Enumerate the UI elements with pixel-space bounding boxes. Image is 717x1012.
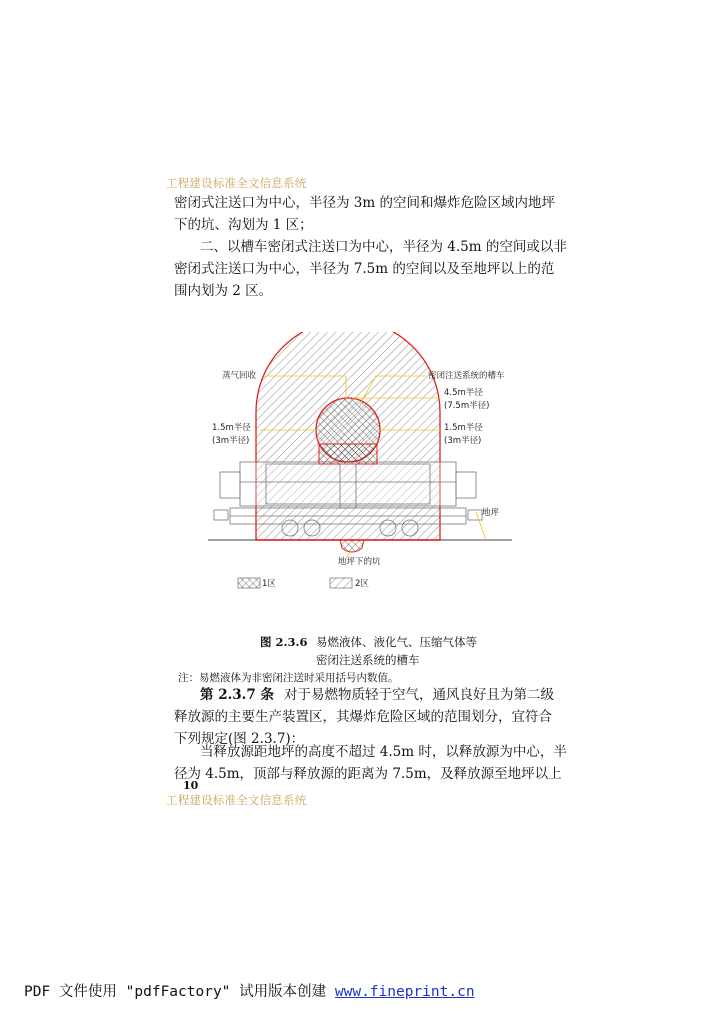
paragraph-2-line-1: 二、以槽车密闭式注送口为中心，半径为 4.5m 的空间或以非: [200, 239, 567, 255]
paragraph-2-line-3: 围内划为 2 区。: [174, 283, 273, 299]
label-radius-1-5-left: 1.5m半径: [212, 423, 251, 433]
article-line-3: 下列规定(图 2.3.7)：: [174, 731, 305, 747]
article-line-5: 径为 4.5m，顶部与释放源的距离为 7.5m，及释放源至地坪以上: [174, 766, 562, 782]
article-label: 第 2.3.7 条: [200, 687, 274, 703]
footer-link[interactable]: www.fineprint.cn: [334, 984, 475, 1000]
label-radius-7-5: (7.5m半径): [444, 401, 490, 411]
label-ground: 地坪: [482, 508, 500, 518]
watermark-bottom: 工程建设标准全文信息系统: [166, 793, 307, 807]
article-line-4: 当释放源距地坪的高度不超过 4.5m 时，以释放源为中心，半: [200, 744, 567, 760]
figure-note: 注：易燃液体为非密闭注送时采用括号内数值。: [178, 672, 399, 684]
legend-zone-1-swatch: [238, 578, 260, 588]
label-radius-3-left: (3m半径): [212, 436, 250, 446]
label-radius-4-5: 4.5m半径: [444, 388, 483, 398]
label-tank-car: 密闭注送系统的槽车: [428, 371, 505, 381]
legend-zone-1-label: 1区: [262, 579, 276, 589]
paragraph-1-line-2: 下的坑、沟划为 1 区；: [174, 217, 313, 233]
label-radius-1-5-right: 1.5m半径: [444, 423, 483, 433]
pit: [340, 540, 364, 552]
figure-caption-number: 图 2.3.6: [260, 635, 308, 649]
article-line-2: 释放源的主要生产装置区，其爆炸危险区域的范围划分，宜符合: [174, 709, 552, 725]
label-steam-recovery: 蒸气回收: [222, 371, 257, 381]
footer-text: PDF 文件使用 "pdfFactory" 试用版本创建: [24, 984, 335, 1000]
article-line-1: 对于易燃物质轻于空气，通风良好且为第二级: [284, 687, 554, 703]
pdf-footer: [24, 980, 475, 1001]
paragraph-1-line-1: 密闭式注送口为中心，半径为 3m 的空间和爆炸危险区域内地坪: [174, 195, 555, 211]
legend: [238, 578, 369, 589]
label-pit: 地坪下的坑: [338, 557, 381, 567]
watermark-top: 工程建设标准全文信息系统: [166, 176, 307, 190]
paragraph-2-line-2: 密闭式注送口为中心，半径为 7.5m 的空间以及至地坪以上的范: [174, 261, 555, 277]
figure-caption-line-1: 易燃液体、液化气、压缩气体等: [316, 635, 477, 649]
legend-zone-2-swatch: [330, 578, 352, 588]
legend-zone-2-label: 2区: [355, 579, 369, 589]
label-radius-3-right: (3m半径): [444, 436, 482, 446]
page-number: 10: [183, 779, 199, 792]
tank-car-zone-diagram: [200, 332, 520, 600]
figure-caption-line-2: 密闭注送系统的槽车: [316, 653, 420, 667]
